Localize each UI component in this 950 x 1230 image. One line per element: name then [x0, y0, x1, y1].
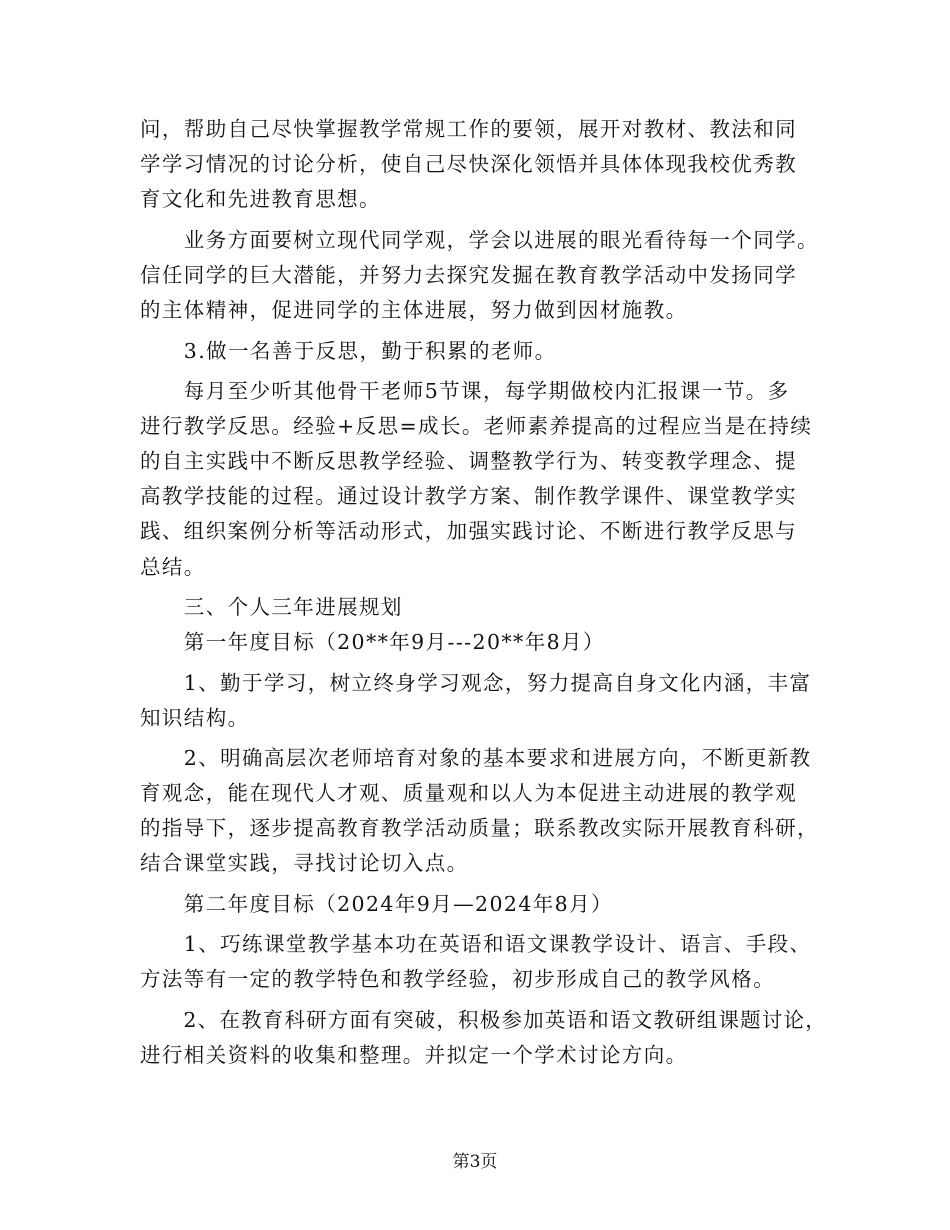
- text-line: 的指导下，逐步提高教育教学活动质量；联系教改实际开展教育科研，: [140, 816, 819, 840]
- text-line: 3.做一名善于反思，勤于积累的老师。: [140, 339, 557, 363]
- subsection-heading: 第二年度目标（2024年9月—2024年8月）: [140, 892, 613, 916]
- text-line: 践、组织案例分析等活动形式，加强实践讨论、不断进行教学反思与: [140, 519, 797, 543]
- text-line: 进行相关资料的收集和整理。并拟定一个学术讨论方向。: [140, 1043, 688, 1067]
- text-line: 的自主实践中不断反思教学经验、调整教学行为、转变教学理念、提: [140, 449, 797, 473]
- section-heading: 三、个人三年进展规划: [140, 595, 403, 619]
- text-line: 进行教学反思。经验+反思=成长。老师素养提高的过程应当是在持续: [140, 414, 813, 438]
- text-line: 育观念，能在现代人才观、质量观和以人为本促进主动进展的教学观: [140, 781, 797, 805]
- page-number: 第3页: [452, 1152, 498, 1172]
- text-line: 育文化和先进教育思想。: [140, 187, 381, 211]
- text-line: 2、在教育科研方面有突破，积极参加英语和语文教研组课题讨论，: [140, 1008, 827, 1032]
- text-line: 2、明确高层次老师培育对象的基本要求和进展方向，不断更新教: [140, 746, 812, 770]
- text-line: 高教学技能的过程。通过设计教学方案、制作教学课件、课堂教学实: [140, 484, 797, 508]
- text-line: 结合课堂实践，寻找讨论切入点。: [140, 851, 469, 875]
- text-line: 1、勤于学习，树立终身学习观念，努力提高自身文化内涵，丰富: [140, 671, 812, 695]
- subsection-heading: 第一年度目标（20**年9月---20**年8月）: [140, 630, 605, 654]
- text-line: 业务方面要树立现代同学观，学会以进展的眼光看待每一个同学。: [140, 228, 819, 252]
- text-line: 总结。: [140, 555, 206, 579]
- text-line: 1、巧练课堂教学基本功在英语和语文课教学设计、语言、手段、: [140, 932, 812, 956]
- text-line: 学学习情况的讨论分析，使自己尽快深化领悟并具体体现我校优秀教: [140, 152, 797, 176]
- text-line: 方法等有一定的教学特色和教学经验，初步形成自己的教学风格。: [140, 967, 776, 991]
- text-line: 信任同学的巨大潜能，并努力去探究发掘在教育教学活动中发扬同学: [140, 263, 797, 287]
- text-line: 知识结构。: [140, 706, 250, 730]
- text-line: 的主体精神，促进同学的主体进展，努力做到因材施教。: [140, 298, 688, 322]
- text-line: 每月至少听其他骨干老师5节课，每学期做校内汇报课一节。多: [140, 379, 790, 403]
- text-line: 问，帮助自己尽快掌握教学常规工作的要领，展开对教材、教法和同: [140, 117, 797, 141]
